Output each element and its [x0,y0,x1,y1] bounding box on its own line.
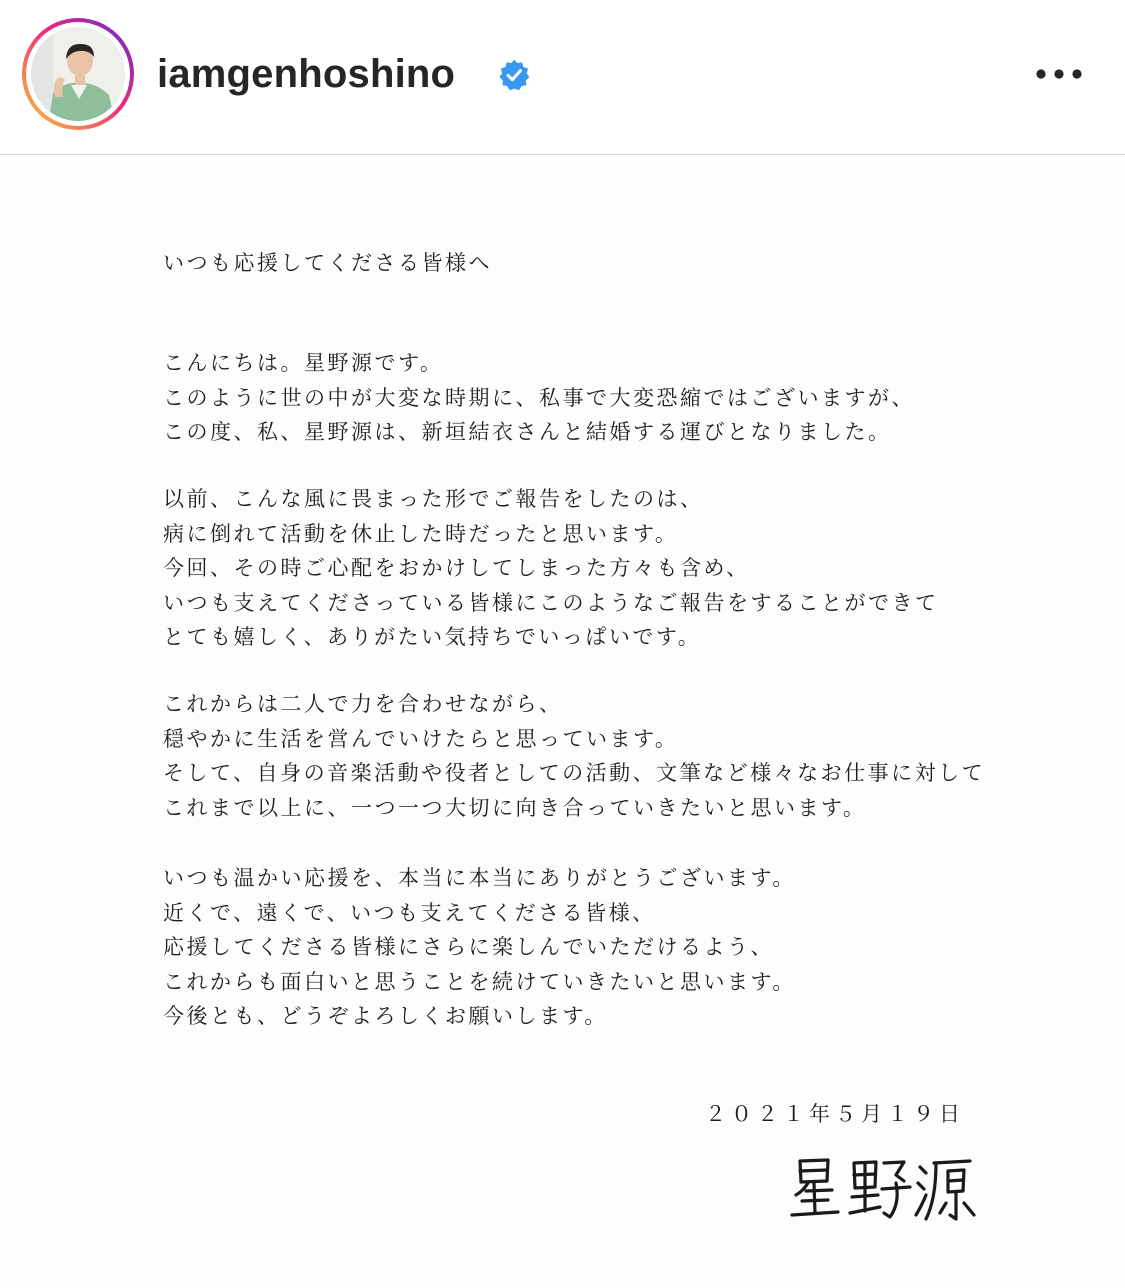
letter-paragraph-2 [163,482,939,655]
letter-line: いつも温かい応援を、本当に本当にありがとうございます。 [163,866,796,890]
letter-paragraph-4 [163,861,796,1034]
letter-paragraph-3 [163,687,985,825]
letter-paragraph-1 [163,346,915,450]
letter-line: 応援してくださる皆様にさらに楽しんでいただけるよう、 [163,935,774,960]
letter-line: いつも支えてくださっている皆様にこのようなご報告をすることができて [163,590,939,615]
letter-line: 病に倒れて活動を休止した時だったと思います。 [163,521,679,546]
letter-line: このように世の中が大変な時期に、私事で大変恐縮ではございますが、 [163,385,915,410]
verified-badge-icon [497,58,531,92]
letter-line: とても嬉しく、ありがたい気持ちでいっぱいです。 [163,625,702,650]
letter-line: そして、自身の音楽活動や役者としての活動、文筆など様々なお仕事に対して [163,761,986,786]
letter-greeting: いつも応援してくださる皆様へ [163,251,492,275]
profile-photo [31,27,125,121]
letter-line: 以前、こんな風に畏まった形でご報告をしたのは、 [163,487,704,511]
post-image [0,156,1125,1288]
letter-line: 穏やかに生活を営んでいけたらと思っています。 [163,726,679,751]
letter-line: これまで以上に、一つ一つ大切に向き合っていきたいと思います。 [163,795,867,820]
handwritten-signature [788,1153,978,1223]
avatar[interactable] [22,18,134,130]
more-options-icon[interactable] [1028,56,1088,92]
post-header [0,0,1125,155]
username[interactable]: iamgenhoshino [157,52,456,96]
letter-line: これからも面白いと思うことを続けていきたいと思います。 [163,969,796,994]
letter-line: これからは二人で力を合わせながら、 [163,692,563,716]
letter-date: ２０２１年５月１９日 [705,1102,965,1126]
letter-line: 今後とも、どうぞよろしくお願いします。 [163,1004,608,1029]
letter-line: 近くで、遠くで、いつも支えてくださる皆様、 [163,900,656,925]
letter-line: 今回、その時ご心配をおかけしてしまった方々も含め、 [163,556,750,581]
letter-line: こんにちは。星野源です。 [163,351,444,375]
letter-line: この度、私、星野源は、新垣結衣さんと結婚する運びとなりました。 [163,420,892,445]
profile-photo-illustration [31,27,125,121]
